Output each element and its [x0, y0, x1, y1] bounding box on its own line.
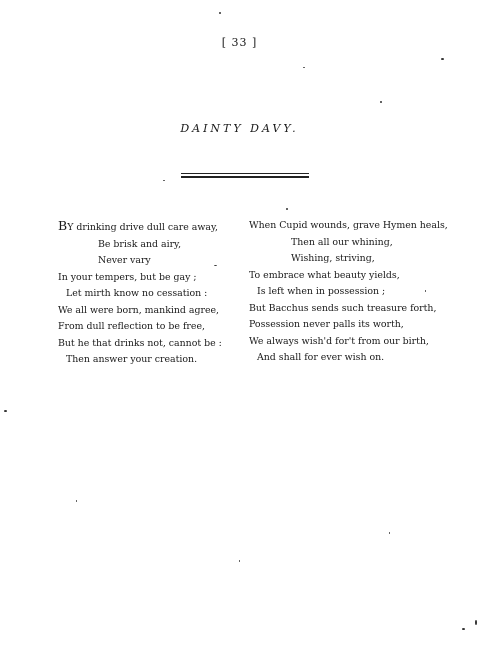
left-stanza: [58, 218, 258, 369]
scan-speck: [462, 628, 465, 630]
scan-speck: [163, 180, 165, 181]
verse-line: Let mirth know no cessation :: [66, 288, 208, 299]
title-rule-thin: [181, 173, 309, 174]
scan-speck: [475, 620, 477, 625]
scan-speck: [214, 265, 217, 266]
verse-line: Is left when in possession ;: [257, 286, 386, 297]
scan-speck: [425, 290, 426, 292]
drop-cap: B: [58, 218, 68, 233]
scan-speck: [286, 208, 288, 210]
scan-speck: [380, 101, 382, 103]
verse-line: We always wish'd for't from our birth,: [249, 335, 429, 347]
scan-speck: [219, 12, 221, 14]
verse-line: In your tempers, but be gay ;: [58, 271, 197, 283]
page-number: [ 33 ]: [221, 36, 258, 49]
verse-line: Wishing, striving,: [291, 253, 375, 264]
verse-line: From dull reflection to be free,: [58, 321, 205, 332]
verse-line: Be brisk and airy,: [98, 238, 182, 250]
verse-line: Never vary: [98, 255, 151, 266]
verse-line: BY drinking drive dull care away,: [58, 218, 218, 233]
scan-speck: [4, 410, 7, 412]
verse-line: But he that drinks not, cannot be :: [58, 337, 222, 349]
verse-line: And shall for ever wish on.: [257, 352, 385, 363]
verse-line: But Bacchus sends such treasure forth,: [249, 302, 437, 314]
verse-line: Possession never palls its worth,: [249, 319, 404, 330]
verse-line: Then answer your creation.: [66, 354, 198, 365]
scan-speck: [303, 67, 305, 68]
verse-line: We all were born, mankind agree,: [58, 304, 220, 316]
verse-line: When Cupid wounds, grave Hymen heals,: [249, 220, 448, 231]
right-stanza: [249, 218, 449, 367]
scan-speck: [389, 532, 390, 534]
song-title: DAINTY DAVY.: [180, 122, 299, 135]
verse-line: Then all our whining,: [291, 236, 393, 248]
title-rule-thick: [181, 176, 309, 178]
verse-line: To embrace what beauty yields,: [249, 269, 400, 281]
scan-speck: [239, 560, 240, 562]
scan-speck: [76, 500, 77, 502]
scan-speck: [441, 58, 444, 60]
